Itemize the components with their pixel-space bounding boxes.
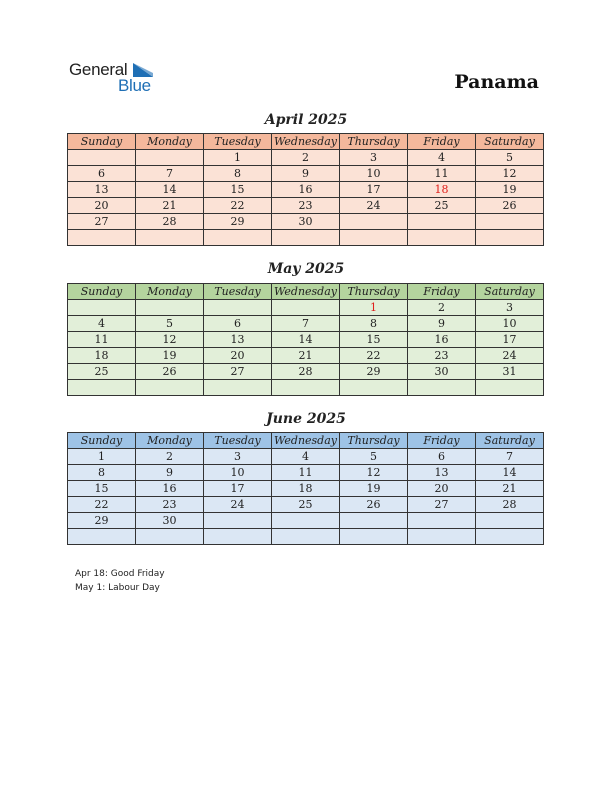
day-cell [68,150,136,166]
day-cell: 20 [204,348,272,364]
day-cell: 4 [272,449,340,465]
day-cell: 2 [272,150,340,166]
day-cell [68,300,136,316]
day-cell: 20 [68,198,136,214]
day-cell [476,529,544,545]
week-row [68,166,544,182]
logo-word-blue: Blue [118,76,151,95]
day-cell: 10 [340,166,408,182]
day-cell: 7 [476,449,544,465]
day-cell [476,380,544,396]
day-cell: 2 [136,449,204,465]
day-cell [204,230,272,246]
day-cell: 26 [340,497,408,513]
logo-word-general: General [69,60,128,79]
day-cell: 3 [476,300,544,316]
day-cell: 16 [272,182,340,198]
day-cell: 12 [340,465,408,481]
day-cell: 5 [340,449,408,465]
day-cell: 28 [476,497,544,513]
day-cell [272,300,340,316]
day-cell: 19 [340,481,408,497]
day-cell [340,529,408,545]
day-cell: 14 [136,182,204,198]
weekday-header: Monday [136,134,204,150]
day-cell [340,230,408,246]
day-cell: 8 [68,465,136,481]
day-cell [272,529,340,545]
day-cell: 25 [68,364,136,380]
day-cell [68,529,136,545]
weekday-header: Sunday [68,284,136,300]
weekday-header: Saturday [476,134,544,150]
day-cell: 1 [204,150,272,166]
day-cell: 24 [340,198,408,214]
day-cell: 9 [272,166,340,182]
day-cell: 21 [136,198,204,214]
day-cell: 1 [340,300,408,316]
day-cell: 30 [272,214,340,230]
day-cell: 27 [68,214,136,230]
logo-flag-icon [133,63,153,77]
weekday-header: Tuesday [204,284,272,300]
day-cell: 23 [136,497,204,513]
day-cell: 7 [272,316,340,332]
weekday-header: Monday [136,284,204,300]
weekday-header-row [68,284,544,300]
day-cell [204,300,272,316]
week-row [68,364,544,380]
day-cell: 25 [272,497,340,513]
week-row [68,497,544,513]
day-cell [476,513,544,529]
day-cell: 24 [204,497,272,513]
day-cell [204,529,272,545]
day-cell: 17 [340,182,408,198]
day-cell: 9 [408,316,476,332]
day-cell [136,300,204,316]
month-title-june: June 2025 [266,411,346,427]
day-cell: 23 [272,198,340,214]
day-cell: 4 [408,150,476,166]
day-cell: 28 [136,214,204,230]
day-cell: 21 [476,481,544,497]
day-cell: 30 [408,364,476,380]
day-cell: 29 [68,513,136,529]
day-cell: 27 [204,364,272,380]
holiday-note: May 1: Labour Day [75,583,160,593]
month-title-april: April 2025 [264,112,348,128]
weekday-header-row [68,134,544,150]
day-cell: 15 [204,182,272,198]
week-row [68,332,544,348]
week-row [68,214,544,230]
day-cell: 5 [136,316,204,332]
day-cell: 8 [340,316,408,332]
day-cell: 30 [136,513,204,529]
day-cell: 31 [476,364,544,380]
day-cell [204,513,272,529]
day-cell [136,529,204,545]
holiday-note: Apr 18: Good Friday [75,569,165,579]
day-cell [408,529,476,545]
weekday-header: Saturday [476,284,544,300]
holiday-notes [75,568,165,596]
day-cell [272,230,340,246]
day-cell: 18 [68,348,136,364]
day-cell: 28 [272,364,340,380]
day-cell: 22 [340,348,408,364]
day-cell [340,513,408,529]
day-cell: 9 [136,465,204,481]
weekday-header: Thursday [340,134,408,150]
day-cell: 12 [476,166,544,182]
day-cell: 21 [272,348,340,364]
day-cell: 6 [204,316,272,332]
day-cell: 15 [68,481,136,497]
day-cell: 7 [136,166,204,182]
week-row [68,198,544,214]
day-cell [204,380,272,396]
day-cell: 19 [136,348,204,364]
day-cell [136,380,204,396]
weekday-header: Tuesday [204,433,272,449]
day-cell: 18 [408,182,476,198]
day-cell: 26 [476,198,544,214]
weekday-header: Sunday [68,134,136,150]
weekday-header: Saturday [476,433,544,449]
day-cell [408,214,476,230]
day-cell: 10 [476,316,544,332]
day-cell [68,380,136,396]
week-row [68,529,544,545]
day-cell: 17 [476,332,544,348]
week-row [68,316,544,332]
day-cell: 4 [68,316,136,332]
week-row [68,465,544,481]
day-cell: 6 [68,166,136,182]
calendar-june [67,432,544,545]
day-cell [476,230,544,246]
weekday-header-row [68,433,544,449]
day-cell: 5 [476,150,544,166]
day-cell: 29 [204,214,272,230]
country-title: Panama [454,71,539,93]
day-cell [272,513,340,529]
day-cell [340,380,408,396]
day-cell: 17 [204,481,272,497]
day-cell [408,230,476,246]
weekday-header: Friday [408,134,476,150]
weekday-header: Monday [136,433,204,449]
day-cell: 13 [68,182,136,198]
day-cell [476,214,544,230]
day-cell: 8 [204,166,272,182]
weekday-header: Wednesday [272,433,340,449]
day-cell: 16 [408,332,476,348]
weekday-header: Thursday [340,284,408,300]
day-cell [272,380,340,396]
day-cell: 25 [408,198,476,214]
day-cell: 11 [272,465,340,481]
day-cell [340,214,408,230]
weekday-header: Thursday [340,433,408,449]
weekday-header: Wednesday [272,284,340,300]
day-cell: 11 [408,166,476,182]
day-cell [68,230,136,246]
day-cell: 29 [340,364,408,380]
day-cell: 14 [476,465,544,481]
day-cell: 13 [204,332,272,348]
day-cell [136,230,204,246]
day-cell: 24 [476,348,544,364]
day-cell: 10 [204,465,272,481]
weekday-header: Tuesday [204,134,272,150]
weekday-header: Friday [408,284,476,300]
day-cell: 13 [408,465,476,481]
calendar-april [67,133,544,246]
day-cell: 26 [136,364,204,380]
day-cell: 11 [68,332,136,348]
calendar-may [67,283,544,396]
day-cell: 16 [136,481,204,497]
week-row [68,182,544,198]
weekday-header: Sunday [68,433,136,449]
day-cell: 23 [408,348,476,364]
weekday-header: Friday [408,433,476,449]
week-row [68,300,544,316]
week-row [68,513,544,529]
weekday-header: Wednesday [272,134,340,150]
day-cell: 2 [408,300,476,316]
day-cell: 3 [204,449,272,465]
week-row [68,380,544,396]
week-row [68,150,544,166]
week-row [68,481,544,497]
day-cell: 20 [408,481,476,497]
day-cell: 3 [340,150,408,166]
day-cell: 18 [272,481,340,497]
day-cell [136,150,204,166]
day-cell [408,513,476,529]
month-title-may: May 2025 [267,261,345,277]
day-cell: 6 [408,449,476,465]
day-cell: 12 [136,332,204,348]
day-cell: 22 [204,198,272,214]
generalblue-logo [69,60,169,96]
week-row [68,348,544,364]
day-cell: 22 [68,497,136,513]
week-row [68,449,544,465]
day-cell: 19 [476,182,544,198]
day-cell: 27 [408,497,476,513]
day-cell [408,380,476,396]
day-cell: 14 [272,332,340,348]
day-cell: 15 [340,332,408,348]
week-row [68,230,544,246]
day-cell: 1 [68,449,136,465]
